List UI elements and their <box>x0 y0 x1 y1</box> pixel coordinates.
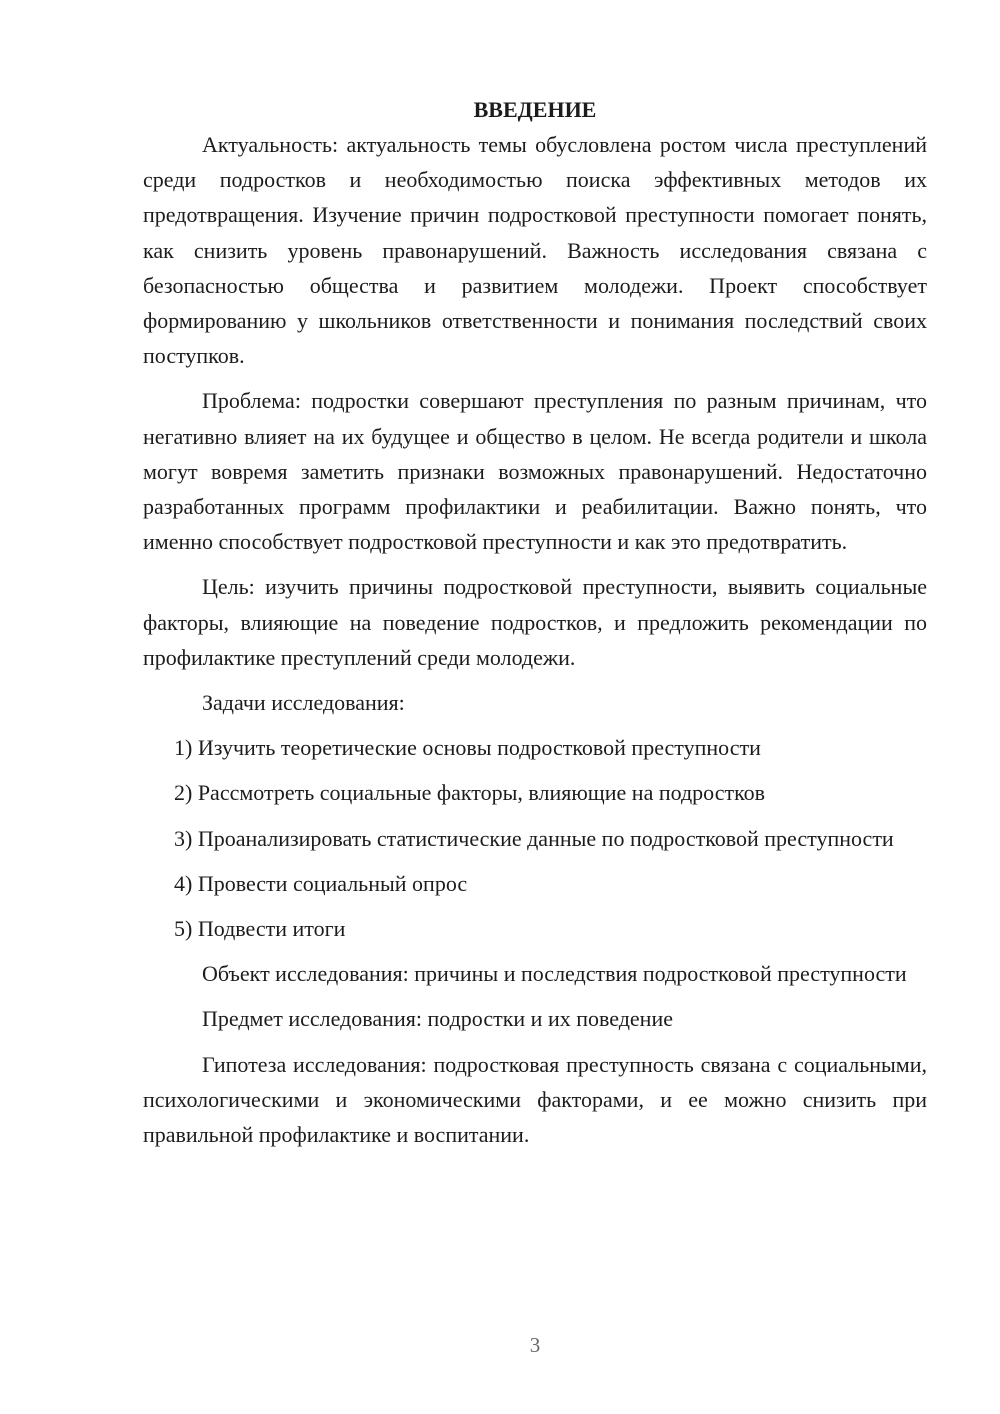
tasks-heading: Задачи исследования: <box>202 690 405 716</box>
hypothesis-paragraph: Гипотеза исследования: подростковая преступность связана с социальными, психологическими и экономическими факторами, и ее можно снизить при правильной профилактике и воспитании. <box>143 1051 927 1148</box>
page-title: ВВЕДЕНИЕ <box>473 97 597 122</box>
document-page <box>143 92 927 1162</box>
task-item: 1) Изучить теоретические основы подростковой преступности <box>174 735 761 761</box>
task-item: 5) Подвести итоги <box>174 916 346 942</box>
task-item: 4) Провести социальный опрос <box>174 870 468 896</box>
task-item: 2) Рассмотреть социальные факторы, влияющие на подростков <box>174 780 766 806</box>
subject-paragraph: Предмет исследования: подростки и их поведение <box>202 1006 673 1032</box>
task-item: 3) Проанализировать статистические данные по подростковой преступности <box>174 825 894 851</box>
object-paragraph: Объект исследования: причины и последствия подростковой преступности <box>202 961 907 987</box>
relevance-paragraph: Актуальность: актуальность темы обусловлена ростом числа преступлений среди подростков и необходимостью поиска эффективных методов их предотвращения. Изучение причин подростковой преступности помогает понять, как снизить уровень правонарушений. Важность исследования связана с безопасностью общества и развитием молодежи. Проект способствует формированию у школьников ответственности и понимания последствий своих поступков. <box>143 132 927 369</box>
page-number: 3 <box>529 1333 541 1357</box>
problem-paragraph: Проблема: подростки совершают преступления по разным причинам, что негативно влияет на их будущее и общество в целом. Не всегда родители и школа могут вовремя заметить признаки возможных правонарушений. Недостаточно разработанных программ профилактики и реабилитации. Важно понять, что именно способствует подростковой преступности и как это предотвратить. <box>143 388 927 555</box>
goal-paragraph: Цель: изучить причины подростковой преступности, выявить социальные факторы, влияющие на поведение подростков, и предложить рекомендации по профилактике преступлений среди молодежи. <box>143 574 927 670</box>
